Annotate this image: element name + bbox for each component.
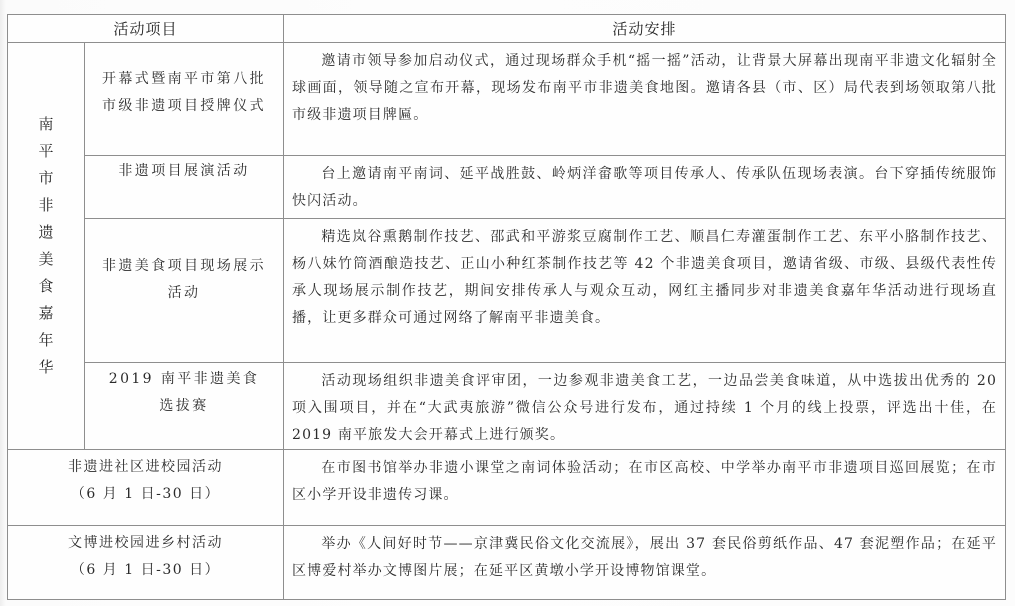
table-row [8,526,1006,600]
activity-description: 台上邀请南平南词、延平战胜鼓、岭炳洋畲歌等项目传承人、传承队伍现场表演。台下穿插传统服饰快闪活动。 [284,156,1006,219]
activity-description: 活动现场组织非遗美食评审团，一边参观非遗美食工艺，一边品尝美食味道，从中选拔出优秀的 20 项入围项目，并在“大武夷旅游”微信公众号进行发布，通过持续 1 个月的线上投票，评选出十佳，在 2019 南平旅发大会开幕式上进行颁奖。 [284,363,1006,450]
group-label-cell [8,43,85,450]
group-label: 南平市非遗美食嘉年华 [38,115,54,376]
activity-schedule-table [7,14,1006,600]
activity-name: 非遗美食项目现场展示活动 [85,219,284,363]
table-row [8,363,1006,450]
activity-description: 邀请市领导参加启动仪式，通过现场群众手机“摇一摇”活动，让背景大屏幕出现南平非遗文化辐射全球画面，领导随之宣布开幕，现场发布南平市非遗美食地图。邀请各县（市、区）局代表到场领取第八批市级非遗项目牌匾。 [284,43,1006,156]
table-row [8,43,1006,156]
table-header-row [8,15,1006,43]
activity-name: 开幕式暨南平市第八批市级非遗项目授牌仪式 [85,43,284,156]
activity-date: （6 月 1 日-30 日） [70,486,221,502]
header-activity-item: 活动项目 [8,15,284,43]
activity-name-cell [8,526,284,600]
activity-name: 非遗项目展演活动 [85,156,284,219]
table-row [8,219,1006,363]
activity-name-cell [8,450,284,526]
table-row [8,156,1006,219]
activity-name: 非遗进社区进校园活动 [68,459,223,475]
activity-description: 在市图书馆举办非遗小课堂之南词体验活动；在市区高校、中学举办南平市非遗项目巡回展览；在市区小学开设非遗传习课。 [284,450,1006,526]
activity-description: 精选岚谷熏鹅制作技艺、邵武和平游浆豆腐制作工艺、顺昌仁寿灌蛋制作工艺、东平小胳制作技艺、杨八妹竹筒酒酿造技艺、正山小种红茶制作技艺等 42 个非遗美食项目，邀请省级、市级、县级代表性传承人现场展示制作技艺，期间安排传承人与观众互动，网红主播同步对非遗美食嘉年华活动进行现场直播，让更多群众可通过网络了解南平非遗美食。 [284,219,1006,363]
activity-description: 举办《人间好时节——京津冀民俗文化交流展》，展出 37 套民俗剪纸作品、47 套泥塑作品；在延平区博爱村举办文博图片展；在延平区黄墩小学开设博物馆课堂。 [284,526,1006,600]
table-row [8,450,1006,526]
activity-date: （6 月 1 日-30 日） [70,562,221,578]
activity-name: 文博进校园进乡村活动 [68,535,223,551]
activity-name: 2019 南平非遗美食选拔赛 [85,363,284,450]
header-activity-arrangement: 活动安排 [284,15,1006,43]
